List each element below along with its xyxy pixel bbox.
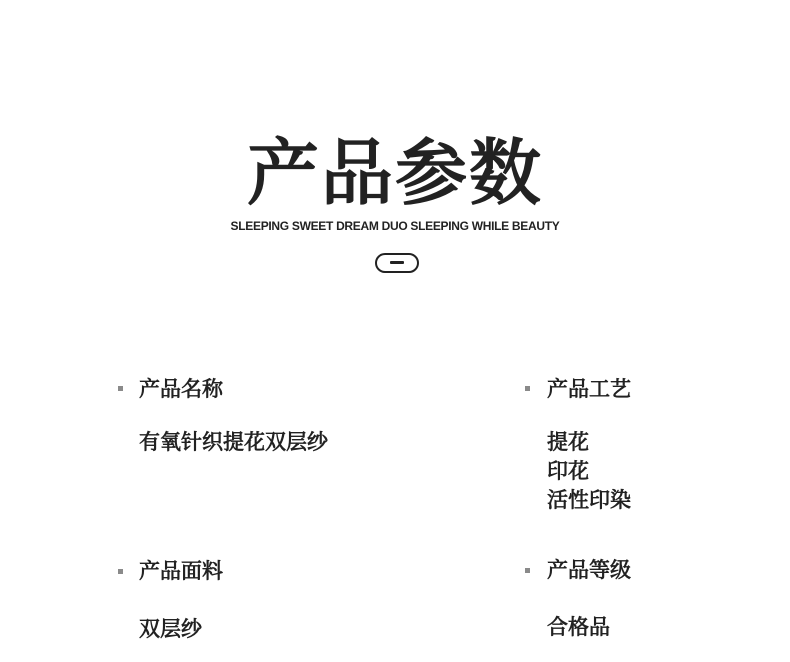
param-value-craft-item: 印花 bbox=[547, 459, 589, 483]
param-value-name: 有氧针织提花双层纱 bbox=[139, 430, 328, 454]
param-label-craft: 产品工艺 bbox=[547, 377, 631, 401]
param-values-craft bbox=[547, 428, 631, 515]
square-bullet-icon bbox=[525, 386, 530, 391]
param-label-name: 产品名称 bbox=[139, 377, 223, 401]
pill-minus-bar bbox=[390, 261, 404, 264]
square-bullet-icon bbox=[525, 568, 530, 573]
page-subtitle: SLEEPING SWEET DREAM DUO SLEEPING WHILE BEAUTY bbox=[230, 219, 560, 233]
param-value-craft-item: 提花 bbox=[547, 430, 589, 454]
square-bullet-icon bbox=[118, 386, 123, 391]
param-value-grade: 合格品 bbox=[547, 615, 610, 639]
param-value-fabric: 双层纱 bbox=[139, 617, 202, 641]
pill-minus-icon bbox=[375, 253, 419, 273]
param-label-fabric: 产品面料 bbox=[139, 559, 223, 583]
square-bullet-icon bbox=[118, 569, 123, 574]
param-value-craft-item: 活性印染 bbox=[547, 488, 631, 512]
param-label-grade: 产品等级 bbox=[547, 558, 631, 582]
page-title: 产品参数 bbox=[246, 131, 543, 215]
